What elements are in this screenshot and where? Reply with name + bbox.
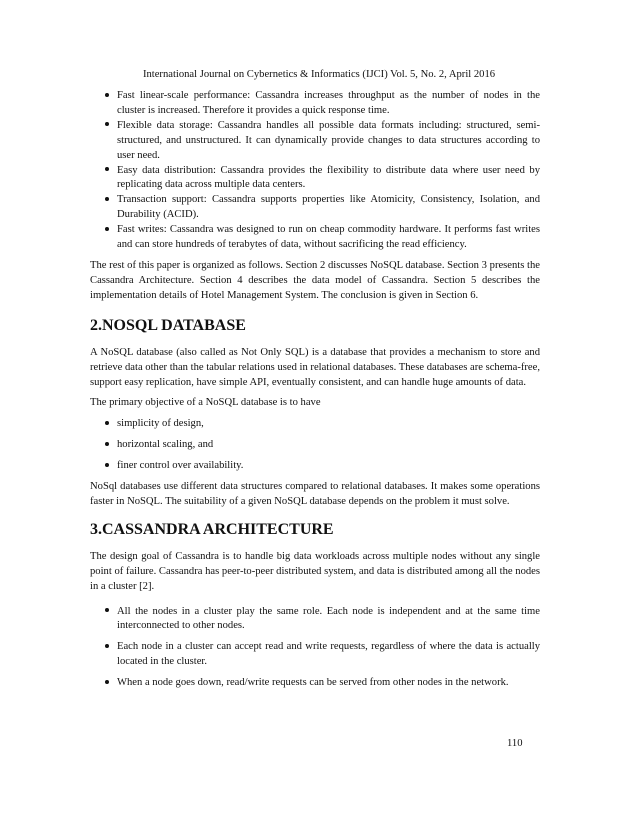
- bullet-icon: [105, 438, 113, 453]
- list-item-text: Fast writes: Cassandra was designed to run on cheap commodity hardware. It performs fast writes and can store hundreds of terabytes of data, without sacrificing the read efficiency.: [117, 224, 540, 251]
- list-item-text: simplicity of design,: [117, 418, 204, 430]
- list-item: [90, 193, 540, 223]
- section-2-paragraph-1: A NoSQL database (also called as Not Only SQL) is a database that provides a mechanism to store and retrieve data other than the tabular relations used in relational databases. These databases are schema-free, support easy replication, have simple API, eventually consistent, and can handle huge amounts of data.: [90, 346, 540, 388]
- section-2-paragraph-3: NoSql databases use different data structures compared to relational databases. It makes some operations faster in NoSQL. The suitability of a given NoSQL database depends on the problem it must solve.: [90, 481, 540, 507]
- bullet-icon: [105, 676, 113, 691]
- list-item-text: Easy data distribution: Cassandra provides the flexibility to distribute data where user need by replicating data across multiple data centers.: [117, 164, 540, 191]
- bullet-icon: [105, 164, 113, 179]
- bullet-icon: [105, 89, 113, 104]
- list-item: [90, 417, 540, 432]
- section-3-paragraph-1: The design goal of Cassandra is to handle big data workloads across multiple nodes without any single point of failure. Cassandra has peer-to-peer distributed system, and data is distributed among all the nodes in a cluster [2].: [90, 550, 540, 592]
- bullet-icon: [105, 119, 113, 134]
- list-item-text: Transaction support: Cassandra supports properties like Atomicity, Consistency, Isolation, and Durability (ACID).: [117, 194, 540, 221]
- list-item-text: Each node in a cluster can accept read and write requests, regardless of where the data is actually located in the cluster.: [117, 641, 540, 668]
- list-item: [90, 640, 540, 670]
- bullet-icon: [105, 193, 113, 208]
- section-3-heading: 3.CASSANDRA ARCHITECTURE: [90, 520, 334, 538]
- list-item: [90, 438, 540, 453]
- bullet-icon: [105, 459, 113, 474]
- bullet-icon: [105, 417, 113, 432]
- list-item: [90, 676, 540, 691]
- list-item: [90, 119, 540, 164]
- intro-bullet-list: [90, 89, 540, 253]
- section-3-bullet-list: [90, 605, 540, 692]
- list-item: [90, 223, 540, 253]
- list-item-text: Fast linear-scale performance: Cassandra increases throughput as the number of nodes in the cluster is increased. Therefore it provides a quick response time.: [117, 90, 540, 116]
- list-item-text: finer control over availability.: [117, 460, 244, 472]
- list-item: [90, 164, 540, 194]
- running-header: International Journal on Cybernetics & Informatics (IJCI) Vol. 5, No. 2, April 2016: [142, 69, 496, 80]
- list-item: [90, 459, 540, 474]
- list-item-text: Flexible data storage: Cassandra handles all possible data formats including: structured, semi-structured, and unstructured. It can dynamically provide changes to data structures according to user need.: [117, 119, 540, 161]
- section-2-heading: 2.NOSQL DATABASE: [90, 316, 246, 334]
- list-item: [90, 605, 540, 635]
- section-2-paragraph-2: The primary objective of a NoSQL database is to have: [90, 397, 321, 409]
- bullet-icon: [105, 223, 113, 238]
- list-item-text: horizontal scaling, and: [117, 439, 214, 451]
- bullet-icon: [105, 640, 113, 655]
- list-item: [90, 89, 540, 119]
- bullet-icon: [105, 605, 113, 620]
- list-item-text: When a node goes down, read/write requests can be served from other nodes in the network.: [117, 677, 509, 689]
- organization-paragraph: The rest of this paper is organized as follows. Section 2 discusses NoSQL database. Section 3 presents the Cassandra Architecture. Section 4 describes the data model of Cassandra. Section 5 describes the implementation details of Hotel Management System. The conclusion is given in Section 6.: [90, 259, 540, 301]
- list-item-text: All the nodes in a cluster play the same role. Each node is independent and at the same time interconnected to other nodes.: [117, 605, 540, 632]
- page-number: 110: [507, 738, 523, 749]
- page-body: [90, 89, 540, 697]
- section-2-bullet-list: [90, 417, 540, 474]
